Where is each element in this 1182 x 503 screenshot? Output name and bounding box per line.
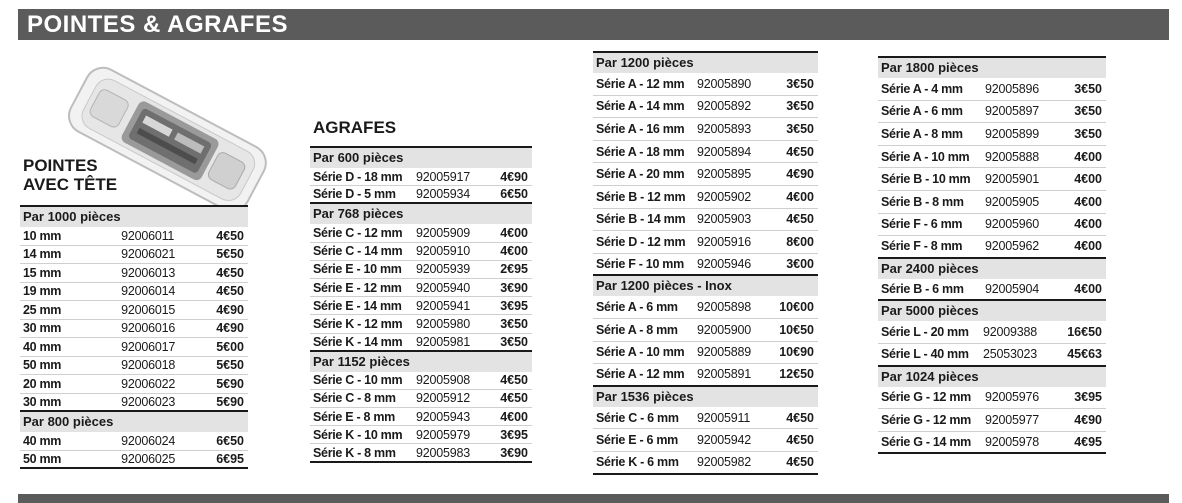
product-name: 10 mm xyxy=(23,228,62,243)
product-code: 92005902 xyxy=(697,189,752,204)
table-row xyxy=(878,236,1106,259)
product-price: 4€50 xyxy=(786,144,814,159)
product-price: 8€00 xyxy=(786,234,814,249)
table-row xyxy=(878,387,1106,410)
product-price: 5€50 xyxy=(216,247,244,262)
product-code: 92005979 xyxy=(416,427,471,442)
product-price: 3€95 xyxy=(1074,390,1102,405)
pointes-heading-line2: AVEC TÊTE xyxy=(23,175,118,194)
table-row xyxy=(20,283,248,302)
product-price: 4€00 xyxy=(500,409,528,424)
table-row xyxy=(20,320,248,339)
product-code: 92006013 xyxy=(121,265,176,280)
product-price: 3€90 xyxy=(500,280,528,295)
product-name: Série E - 6 mm xyxy=(596,433,678,448)
product-code: 92006018 xyxy=(121,358,176,373)
product-price: 4€50 xyxy=(216,284,244,299)
product-code: 92005903 xyxy=(697,212,752,227)
product-price: 12€50 xyxy=(779,367,814,382)
product-price: 4€00 xyxy=(1074,149,1102,164)
product-name: Série A - 10 mm xyxy=(596,345,685,360)
product-price: 3€50 xyxy=(786,121,814,136)
table-row xyxy=(593,296,818,319)
pointes-heading-line1: POINTES xyxy=(23,156,98,175)
product-name: 50 mm xyxy=(23,358,62,373)
product-name: 30 mm xyxy=(23,321,62,336)
product-code: 92005905 xyxy=(985,194,1040,209)
product-name: Série F - 8 mm xyxy=(881,239,963,254)
product-price: 5€00 xyxy=(216,339,244,354)
product-name: Série C - 6 mm xyxy=(596,410,679,425)
table-row xyxy=(593,231,818,254)
product-name: Série G - 12 mm xyxy=(881,390,971,405)
group-rows xyxy=(593,73,818,276)
product-name: 25 mm xyxy=(23,302,62,317)
product-price: 10€00 xyxy=(779,300,814,315)
product-price: 4€90 xyxy=(216,302,244,317)
group-header: Par 600 pièces xyxy=(310,148,532,168)
product-code: 92005904 xyxy=(985,282,1040,297)
product-price: 4€00 xyxy=(1074,239,1102,254)
product-code: 92005978 xyxy=(985,435,1040,450)
table-row xyxy=(878,123,1106,146)
group-header: Par 768 pièces xyxy=(310,204,532,224)
product-name: 40 mm xyxy=(23,339,62,354)
product-price: 4€90 xyxy=(1074,412,1102,427)
table-row xyxy=(878,432,1106,455)
product-code: 92005942 xyxy=(697,433,752,448)
table-row xyxy=(20,338,248,357)
product-price: 5€50 xyxy=(216,358,244,373)
product-code: 92006022 xyxy=(121,376,176,391)
bottom-bar xyxy=(18,494,1169,503)
product-code: 92005909 xyxy=(416,225,471,240)
product-price: 3€50 xyxy=(1074,104,1102,119)
product-code: 92005908 xyxy=(416,373,471,388)
product-code: 92005910 xyxy=(416,244,471,259)
product-code: 92005916 xyxy=(697,234,752,249)
product-name: Série C - 12 mm xyxy=(313,225,403,240)
page-title: POINTES & AGRAFES xyxy=(18,9,1169,40)
group-header: Par 1152 pièces xyxy=(310,352,532,372)
table-row xyxy=(310,372,532,390)
product-code: 92006024 xyxy=(121,433,176,448)
table-row xyxy=(20,227,248,246)
product-name: Série A - 20 mm xyxy=(596,167,685,182)
product-name: Série K - 6 mm xyxy=(596,455,679,470)
product-code: 92005899 xyxy=(985,126,1040,141)
table-row xyxy=(593,73,818,96)
product-code: 92005890 xyxy=(697,76,752,91)
product-code: 92005960 xyxy=(985,217,1040,232)
product-name: Série L - 20 mm xyxy=(881,325,969,340)
product-price: 4€90 xyxy=(786,167,814,182)
product-price: 3€50 xyxy=(500,334,528,349)
product-name: Série A - 6 mm xyxy=(881,104,963,119)
product-code: 92006014 xyxy=(121,284,176,299)
product-name: Série B - 10 mm xyxy=(881,172,971,187)
group-rows xyxy=(310,224,532,351)
product-price: 4€50 xyxy=(500,373,528,388)
group-rows xyxy=(593,407,818,475)
product-code: 92005900 xyxy=(697,322,752,337)
group-rows xyxy=(878,387,1106,455)
product-price: 3€00 xyxy=(786,257,814,272)
group-header: Par 1024 pièces xyxy=(878,367,1106,387)
product-name: Série D - 5 mm xyxy=(313,187,396,202)
table-row xyxy=(310,334,532,352)
product-price: 10€50 xyxy=(779,322,814,337)
product-code: 92006015 xyxy=(121,302,176,317)
product-name: Série B - 14 mm xyxy=(596,212,686,227)
product-name: Série B - 12 mm xyxy=(596,189,686,204)
product-code: 92005943 xyxy=(416,409,471,424)
product-code: 92006017 xyxy=(121,339,176,354)
table-row xyxy=(20,394,248,413)
agrafes-table xyxy=(310,146,532,463)
product-name: Série D - 18 mm xyxy=(313,169,403,184)
group-header: Par 1800 pièces xyxy=(878,58,1106,78)
product-price: 4€00 xyxy=(1074,194,1102,209)
table-row xyxy=(310,444,532,462)
table-row xyxy=(593,452,818,475)
product-name: Série F - 10 mm xyxy=(596,257,684,272)
product-price: 3€50 xyxy=(500,316,528,331)
product-name: Série B - 8 mm xyxy=(881,194,964,209)
table-row xyxy=(310,224,532,242)
product-name: 14 mm xyxy=(23,247,62,262)
product-code: 92005981 xyxy=(416,334,471,349)
table-row xyxy=(878,409,1106,432)
product-name: Série A - 16 mm xyxy=(596,121,685,136)
series-table-col3 xyxy=(593,51,818,475)
table-row xyxy=(878,168,1106,191)
product-name: Série L - 40 mm xyxy=(881,347,969,362)
product-code: 92005941 xyxy=(416,298,471,313)
product-name: Série C - 10 mm xyxy=(313,373,403,388)
product-code: 92005897 xyxy=(985,104,1040,119)
table-row xyxy=(310,168,532,186)
product-price: 4€95 xyxy=(1074,435,1102,450)
table-row xyxy=(310,390,532,408)
product-code: 25053023 xyxy=(982,347,1037,362)
product-price: 10€90 xyxy=(779,345,814,360)
product-name: Série G - 14 mm xyxy=(881,435,971,450)
table-row xyxy=(593,141,818,164)
product-price: 6€95 xyxy=(216,451,244,466)
product-code: 92005898 xyxy=(697,300,752,315)
product-code: 92005895 xyxy=(697,167,752,182)
product-price: 4€90 xyxy=(500,169,528,184)
product-name: Série A - 8 mm xyxy=(881,126,963,141)
product-price: 4€50 xyxy=(786,410,814,425)
table-row xyxy=(20,357,248,376)
product-name: Série K - 10 mm xyxy=(313,427,403,442)
table-row xyxy=(593,407,818,430)
product-price: 3€95 xyxy=(500,298,528,313)
product-code: 92005917 xyxy=(416,169,471,184)
series-table-col4 xyxy=(878,56,1106,454)
product-code: 92006011 xyxy=(121,228,175,243)
group-header: Par 1000 pièces xyxy=(20,207,248,227)
product-code: 92005889 xyxy=(697,345,752,360)
product-code: 92005977 xyxy=(985,412,1040,427)
table-row xyxy=(20,264,248,283)
product-price: 4€50 xyxy=(500,391,528,406)
product-name: Série C - 14 mm xyxy=(313,244,403,259)
product-code: 92005983 xyxy=(416,445,471,460)
product-code: 92006021 xyxy=(121,247,176,262)
product-price: 4€00 xyxy=(500,244,528,259)
product-code: 92005946 xyxy=(697,257,752,272)
product-price: 3€90 xyxy=(500,445,528,460)
product-code: 92005980 xyxy=(416,316,471,331)
product-name: Série A - 4 mm xyxy=(881,81,963,96)
product-name: Série D - 12 mm xyxy=(596,234,686,249)
product-name: Série F - 6 mm xyxy=(881,217,963,232)
product-name: Série K - 8 mm xyxy=(313,445,396,460)
product-name: 40 mm xyxy=(23,433,62,448)
product-price: 3€50 xyxy=(1074,81,1102,96)
product-code: 92005894 xyxy=(697,144,752,159)
table-row xyxy=(878,101,1106,124)
product-price: 45€63 xyxy=(1067,347,1102,362)
product-price: 4€50 xyxy=(216,265,244,280)
product-name: 20 mm xyxy=(23,376,62,391)
product-price: 4€00 xyxy=(1074,172,1102,187)
product-name: Série E - 12 mm xyxy=(313,280,402,295)
table-row xyxy=(593,342,818,365)
table-row xyxy=(310,243,532,261)
product-price: 5€90 xyxy=(216,376,244,391)
product-name: 15 mm xyxy=(23,265,62,280)
pointes-table xyxy=(20,205,248,469)
group-rows xyxy=(20,432,248,469)
product-price: 4€00 xyxy=(1074,217,1102,232)
product-code: 92005911 xyxy=(697,410,751,425)
product-price: 4€50 xyxy=(786,212,814,227)
table-row xyxy=(593,96,818,119)
product-code: 92006025 xyxy=(121,451,176,466)
table-row xyxy=(593,186,818,209)
product-code: 92005888 xyxy=(985,149,1040,164)
product-name: Série K - 14 mm xyxy=(313,334,403,349)
product-price: 4€00 xyxy=(500,225,528,240)
product-code: 92005934 xyxy=(416,187,471,202)
group-rows xyxy=(878,279,1106,302)
product-price: 3€50 xyxy=(786,99,814,114)
group-header: Par 800 pièces xyxy=(20,412,248,432)
product-code: 92005912 xyxy=(416,391,471,406)
group-rows xyxy=(310,372,532,463)
table-row xyxy=(20,301,248,320)
product-code: 92006016 xyxy=(121,321,176,336)
product-name: Série A - 12 mm xyxy=(596,367,685,382)
group-header: Par 2400 pièces xyxy=(878,259,1106,279)
table-row xyxy=(593,364,818,387)
table-row xyxy=(20,432,248,451)
table-row xyxy=(878,78,1106,101)
product-code: 92005982 xyxy=(697,455,752,470)
table-row xyxy=(310,186,532,204)
group-header: Par 1200 pièces - Inox xyxy=(593,276,818,296)
product-code: 92009388 xyxy=(982,325,1037,340)
product-price: 4€90 xyxy=(216,321,244,336)
group-header: Par 5000 pièces xyxy=(878,301,1106,321)
agrafes-heading: AGRAFES xyxy=(313,118,397,137)
table-row xyxy=(878,191,1106,214)
product-code: 92005896 xyxy=(985,81,1040,96)
product-name: Série A - 12 mm xyxy=(596,76,685,91)
product-name: Série A - 14 mm xyxy=(596,99,685,114)
product-name: Série C - 8 mm xyxy=(313,391,396,406)
product-price: 4€50 xyxy=(786,433,814,448)
group-rows xyxy=(310,168,532,204)
product-name: 30 mm xyxy=(23,394,62,409)
product-code: 92005939 xyxy=(416,262,471,277)
product-price: 4€50 xyxy=(786,455,814,470)
product-name: 50 mm xyxy=(23,451,62,466)
table-row xyxy=(593,209,818,232)
product-name: Série E - 8 mm xyxy=(313,409,395,424)
product-name: Série G - 12 mm xyxy=(881,412,971,427)
product-price: 3€50 xyxy=(786,76,814,91)
product-code: 92006023 xyxy=(121,394,176,409)
table-row xyxy=(20,246,248,265)
product-name: Série A - 6 mm xyxy=(596,300,678,315)
table-row xyxy=(20,451,248,470)
product-price: 4€50 xyxy=(216,228,244,243)
product-name: Série B - 6 mm xyxy=(881,282,964,297)
table-row xyxy=(593,254,818,277)
product-name: 19 mm xyxy=(23,284,62,299)
product-price: 2€95 xyxy=(500,262,528,277)
table-row xyxy=(310,297,532,315)
table-row xyxy=(20,375,248,394)
product-code: 92005901 xyxy=(985,172,1040,187)
product-price: 4€00 xyxy=(786,189,814,204)
table-row xyxy=(593,429,818,452)
product-code: 92005940 xyxy=(416,280,471,295)
product-name: Série A - 18 mm xyxy=(596,144,685,159)
table-row xyxy=(593,163,818,186)
table-row xyxy=(878,146,1106,169)
product-price: 6€50 xyxy=(216,433,244,448)
product-code: 92005892 xyxy=(697,99,752,114)
table-row xyxy=(310,426,532,444)
product-name: Série A - 8 mm xyxy=(596,322,678,337)
product-name: Série A - 10 mm xyxy=(881,149,970,164)
product-name: Série E - 10 mm xyxy=(313,262,402,277)
product-code: 92005891 xyxy=(697,367,752,382)
product-name: Série E - 14 mm xyxy=(313,298,402,313)
product-price: 6€50 xyxy=(500,187,528,202)
table-row xyxy=(310,315,532,333)
table-row xyxy=(593,118,818,141)
group-rows xyxy=(878,321,1106,366)
table-row xyxy=(878,214,1106,237)
product-code: 92005976 xyxy=(985,390,1040,405)
group-rows xyxy=(878,78,1106,259)
table-row xyxy=(878,344,1106,367)
product-price: 16€50 xyxy=(1067,325,1102,340)
group-rows xyxy=(593,296,818,386)
group-header: Par 1536 pièces xyxy=(593,387,818,407)
table-row xyxy=(878,279,1106,302)
product-price: 4€00 xyxy=(1074,282,1102,297)
product-name: Série K - 12 mm xyxy=(313,316,403,331)
product-price: 5€90 xyxy=(216,394,244,409)
table-row xyxy=(310,279,532,297)
product-code: 92005893 xyxy=(697,121,752,136)
product-price: 3€50 xyxy=(1074,126,1102,141)
table-row xyxy=(593,319,818,342)
table-row xyxy=(310,261,532,279)
product-price: 3€95 xyxy=(500,427,528,442)
group-rows xyxy=(20,227,248,412)
table-row xyxy=(310,408,532,426)
group-header: Par 1200 pièces xyxy=(593,53,818,73)
table-row xyxy=(878,321,1106,344)
product-code: 92005962 xyxy=(985,239,1040,254)
